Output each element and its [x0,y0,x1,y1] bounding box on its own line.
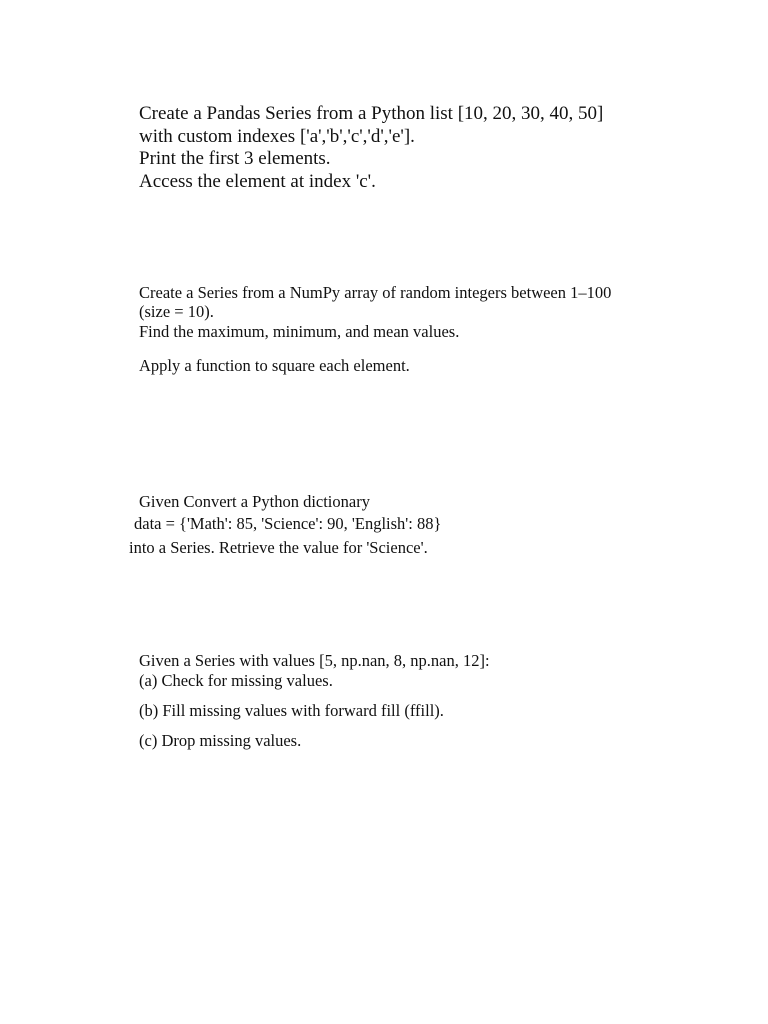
q1-line-4: Access the element at index 'c'. [139,171,376,192]
q1-line-2: with custom indexes ['a','b','c','d','e']. [139,126,415,147]
q1-line-3: Print the first 3 elements. [139,148,331,169]
q2-line-2: (size = 10). [139,302,214,321]
q3-line-1: Given Convert a Python dictionary [139,492,370,511]
q4-line-1: Given a Series with values [5, np.nan, 8, np.nan, 12]: [139,651,490,670]
q2-line-3: Find the maximum, minimum, and mean values. [139,322,460,341]
q4-line-2: (a) Check for missing values. [139,671,333,690]
q2-line-1: Create a Series from a NumPy array of random integers between 1–100 [139,283,612,302]
q3-line-2: data = {'Math': 85, 'Science': 90, 'English': 88} [134,514,442,533]
q3-line-3: into a Series. Retrieve the value for 'Science'. [129,538,428,557]
q2-line-4: Apply a function to square each element. [139,356,410,375]
q4-line-4: (c) Drop missing values. [139,731,302,750]
q4-line-3: (b) Fill missing values with forward fill (ffill). [139,701,444,720]
q1-line-1: Create a Pandas Series from a Python list [10, 20, 30, 40, 50] [139,103,604,124]
